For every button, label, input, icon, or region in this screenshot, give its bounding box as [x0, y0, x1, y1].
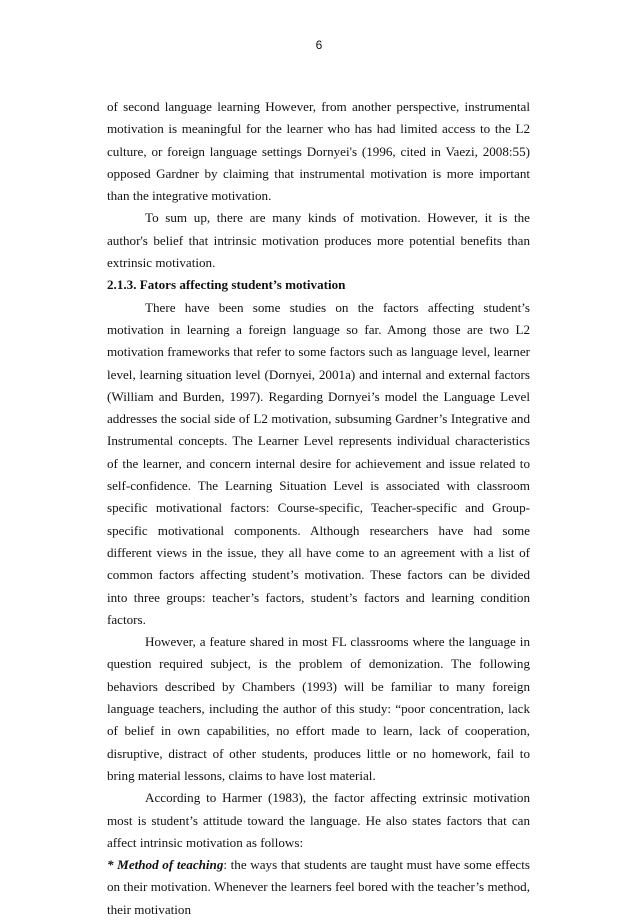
paragraph-harmer: According to Harmer (1983), the factor affecting extrinsic motivation most is student’s attitude toward the language. He also states factors that can affect intrinsic motivation as follows: [107, 790, 530, 850]
method-of-teaching-label: * Method of teaching [107, 857, 224, 873]
paragraph-demotivation: However, a feature shared in most FL classrooms where the language in question required subject, is the problem of demonization. The following behaviors described by Chambers (1993) will be familiar to many foreign language teachers, including the author of this study: “poor concentration, lack of belief in own capabilities, no effort made to learn, lack of cooperation, disruptive, distract of other students, produces little or no homework, fail to bring material lessons, claims to have lost material. [107, 634, 530, 783]
paragraph-studies: There have been some studies on the factors affecting student’s motivation in learning a foreign language so far. Among those are two L2 motivation frameworks that refer to some factors such as language level, learner level, learning situation level (Dornyei, 2001a) and internal and external factors (William and Burden, 1997). Regarding Dornyei’s model the Language Level addresses the social side of L2 motivation, subsuming Gardner’s Integrative and Instrumental concepts. The Learner Level represents individual characteristics of the learner, and concern internal desire for achievement and issue related to self-confidence. The Learning Situation Level is associated with classroom specific motivational factors: Course-specific, Teacher-specific and Group-specific motivational components. Although researchers have had some different views in the issue, they all have come to an agreement with a list of common factors affecting student’s motivation. These factors can be divided into three groups: teacher’s factors, student’s factors and learning condition factors. [107, 299, 530, 627]
paragraph-summary: To sum up, there are many kinds of motivation. However, it is the author's belief that intrinsic motivation produces more potential benefits than extrinsic motivation. [107, 210, 530, 271]
paragraph-continuation: of second language learning However, from another perspective, instrumental motivation is meaningful for the learner who has had limited access to the L2 culture, or foreign language settings Dornyei's (1996, cited in Vaezi, 2008:55) opposed Gardner by claiming that instrumental motivation is more important than the integrative motivation. [107, 99, 530, 204]
method-of-teaching-text: : the ways that students are taught must have some effects on their motivation. Whenever the learners feel bored with the teacher’s method, their motivation [107, 857, 530, 917]
page-number: 6 [315, 38, 323, 52]
body-text [107, 96, 530, 921]
section-heading: 2.1.3. Fators affecting student’s motivation [107, 277, 346, 293]
paragraph-method-of-teaching [107, 854, 530, 921]
